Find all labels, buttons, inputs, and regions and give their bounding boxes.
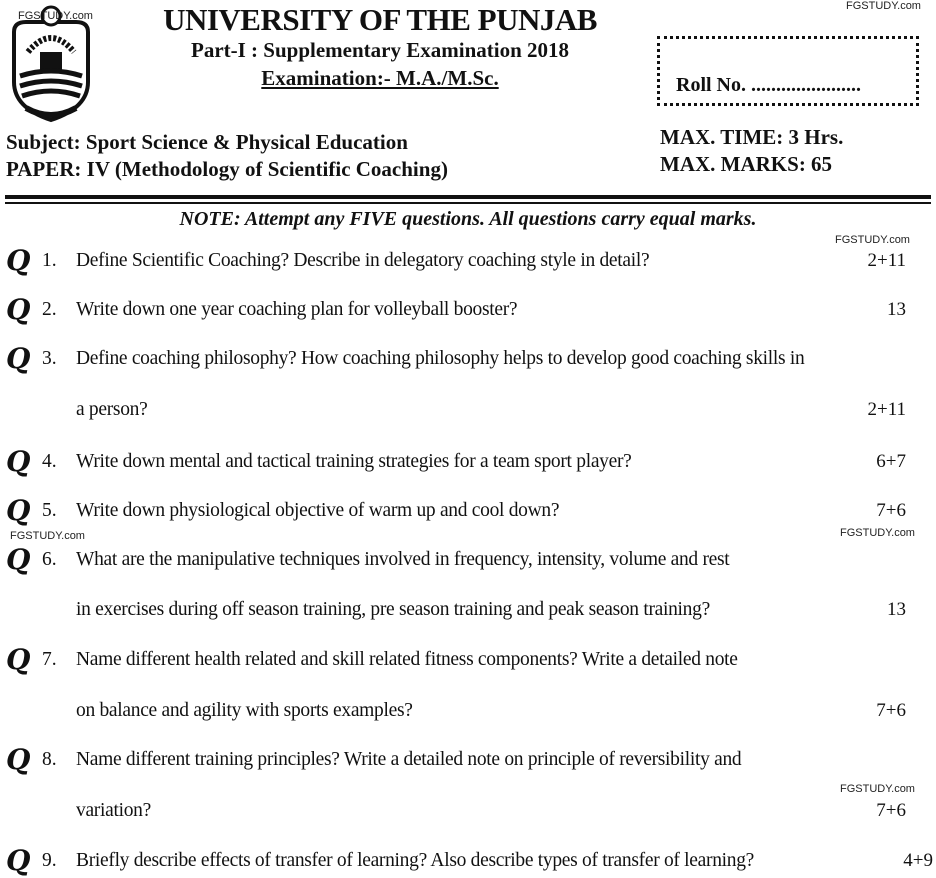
roll-number-label: Roll No. ...................... bbox=[676, 74, 861, 96]
watermark: FGSTUDY.com bbox=[835, 234, 910, 246]
question-text: on balance and agility with sports examples? bbox=[76, 700, 413, 721]
question-text: Name different health related and skill related fitness components? Write a detailed note bbox=[76, 649, 738, 670]
question-number: 8. bbox=[42, 749, 57, 770]
university-title: UNIVERSITY OF THE PUNJAB bbox=[163, 2, 597, 37]
watermark: FGSTUDY.com bbox=[840, 527, 915, 539]
question-marks: 7+6 bbox=[876, 800, 906, 821]
handwritten-q-mark: Q bbox=[6, 543, 31, 576]
handwritten-q-mark: Q bbox=[6, 494, 31, 527]
handwritten-q-mark: Q bbox=[6, 844, 31, 877]
handwritten-q-mark: Q bbox=[6, 445, 31, 478]
divider bbox=[5, 195, 931, 199]
watermark: FGSTUDY.com bbox=[846, 0, 921, 12]
question-text: a person? bbox=[76, 399, 148, 420]
question-text: Write down one year coaching plan for volleyball booster? bbox=[76, 299, 518, 320]
question-marks: 13 bbox=[887, 299, 906, 320]
question-number: 7. bbox=[42, 649, 57, 670]
watermark: FGSTUDY.com bbox=[10, 530, 85, 542]
handwritten-q-mark: Q bbox=[6, 244, 31, 277]
exam-type-text: Examination:- M.A./M.Sc. bbox=[261, 66, 499, 90]
question-text: in exercises during off season training, pre season training and peak season training? bbox=[76, 599, 710, 620]
handwritten-q-mark: Q bbox=[6, 293, 31, 326]
handwritten-q-mark: Q bbox=[6, 342, 31, 375]
question-number: 4. bbox=[42, 451, 57, 472]
question-text: Briefly describe effects of transfer of learning? Also describe types of transfer of learning? bbox=[76, 850, 755, 871]
question-number: 9. bbox=[42, 850, 57, 871]
question-number: 3. bbox=[42, 348, 57, 369]
question-marks: 7+6 bbox=[876, 500, 906, 521]
max-marks: MAX. MARKS: 65 bbox=[660, 152, 833, 176]
question-number: 1. bbox=[42, 250, 57, 271]
question-marks: 2+11 bbox=[867, 399, 906, 420]
question-text: Write down mental and tactical training strategies for a team sport player? bbox=[76, 451, 632, 472]
question-marks: 13 bbox=[887, 599, 906, 620]
exam-type bbox=[0, 66, 760, 91]
max-time: MAX. TIME: 3 Hrs. bbox=[660, 125, 844, 149]
watermark: FGSTUDY.com bbox=[840, 783, 915, 795]
question-text: Name different training principles? Write a detailed note on principle of reversibility and bbox=[76, 749, 742, 770]
handwritten-q-mark: Q bbox=[6, 643, 31, 676]
paper: PAPER: IV (Methodology of Scientific Coaching) bbox=[6, 157, 448, 181]
question-number: 5. bbox=[42, 500, 57, 521]
question-marks: 2+11 bbox=[867, 250, 906, 271]
handwritten-q-mark: Q bbox=[6, 743, 31, 776]
question-text: variation? bbox=[76, 800, 151, 821]
question-text: Define coaching philosophy? How coaching philosophy helps to develop good coaching skills in bbox=[76, 348, 805, 369]
question-marks: 4+9 bbox=[903, 850, 933, 871]
question-text: Define Scientific Coaching? Describe in delegatory coaching style in detail? bbox=[76, 250, 650, 271]
question-number: 6. bbox=[42, 549, 57, 570]
question-marks: 6+7 bbox=[876, 451, 906, 472]
question-number: 2. bbox=[42, 299, 57, 320]
instructions-note: NOTE: Attempt any FIVE questions. All questions carry equal marks. bbox=[179, 208, 757, 230]
question-text: Write down physiological objective of warm up and cool down? bbox=[76, 500, 560, 521]
subject: Subject: Sport Science & Physical Education bbox=[6, 130, 408, 154]
question-text: What are the manipulative techniques involved in frequency, intensity, volume and rest bbox=[76, 549, 730, 570]
watermark: FGSTUDY.com bbox=[18, 10, 93, 22]
question-marks: 7+6 bbox=[876, 700, 906, 721]
divider bbox=[5, 202, 931, 204]
exam-line: Part-I : Supplementary Examination 2018 bbox=[191, 38, 569, 62]
